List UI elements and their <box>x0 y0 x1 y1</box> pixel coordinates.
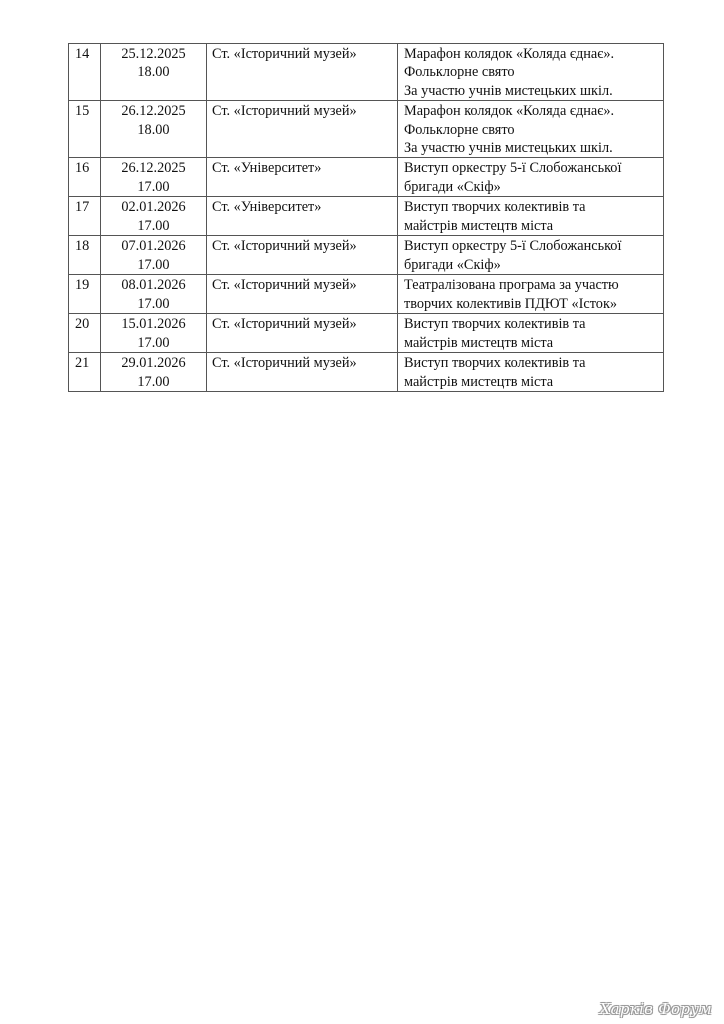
table-row <box>69 275 664 314</box>
event-time: 17.00 <box>137 178 170 195</box>
date-time-cell <box>101 314 207 353</box>
event-line: Фольклорне свято <box>404 121 515 138</box>
date-time-cell <box>101 44 207 101</box>
event-line: майстрів мистецтв міста <box>404 334 554 351</box>
station-name: Ст. «Університет» <box>207 197 398 236</box>
event-description <box>398 197 664 236</box>
date-time-cell <box>101 275 207 314</box>
row-number: 21 <box>69 353 101 392</box>
row-number: 16 <box>69 158 101 197</box>
table-row <box>69 197 664 236</box>
station-name: Ст. «Історичний музей» <box>207 353 398 392</box>
event-description <box>398 353 664 392</box>
event-time: 17.00 <box>137 334 170 351</box>
station-name: Ст. «Історичний музей» <box>207 101 398 158</box>
event-line: Фольклорне свято <box>404 64 515 81</box>
event-line: бригади «Скіф» <box>404 256 501 273</box>
date-time-cell <box>101 197 207 236</box>
row-number: 19 <box>69 275 101 314</box>
event-description <box>398 236 664 275</box>
event-description <box>398 44 664 101</box>
station-name: Ст. «Університет» <box>207 158 398 197</box>
event-line: бригади «Скіф» <box>404 178 501 195</box>
event-line: Театралізована програма за участю <box>404 277 619 294</box>
event-time: 17.00 <box>137 256 170 273</box>
event-time: 17.00 <box>137 217 170 234</box>
event-date: 02.01.2026 <box>121 199 186 216</box>
event-line: За участю учнів мистецьких шкіл. <box>404 140 613 157</box>
event-date: 26.12.2025 <box>121 160 186 177</box>
event-date: 25.12.2025 <box>121 46 186 62</box>
row-number: 17 <box>69 197 101 236</box>
event-description <box>398 314 664 353</box>
event-date: 29.01.2026 <box>121 355 186 372</box>
date-time-cell <box>101 101 207 158</box>
date-time-cell <box>101 158 207 197</box>
date-time-cell <box>101 236 207 275</box>
event-line: Виступ творчих колективів та <box>404 355 586 372</box>
event-description <box>398 158 664 197</box>
forum-watermark: Харків Форум <box>599 1000 712 1018</box>
station-name: Ст. «Історичний музей» <box>207 275 398 314</box>
station-name: Ст. «Історичний музей» <box>207 236 398 275</box>
event-date: 07.01.2026 <box>121 238 186 255</box>
date-time-cell <box>101 353 207 392</box>
events-schedule-table <box>68 43 664 392</box>
event-line: творчих колективів ПДЮТ «Істок» <box>404 295 618 312</box>
table-row <box>69 158 664 197</box>
event-description <box>398 101 664 158</box>
event-time: 18.00 <box>137 64 170 81</box>
event-line: Виступ творчих колективів та <box>404 316 586 333</box>
event-time: 17.00 <box>137 295 170 312</box>
table-row <box>69 353 664 392</box>
event-line: майстрів мистецтв міста <box>404 373 554 390</box>
event-time: 18.00 <box>137 121 170 138</box>
station-name: Ст. «Історичний музей» <box>207 44 398 101</box>
table-row <box>69 44 664 101</box>
event-date: 15.01.2026 <box>121 316 186 333</box>
row-number: 15 <box>69 101 101 158</box>
event-time: 17.00 <box>137 373 170 390</box>
event-line: Виступ оркестру 5-ї Слобожанської <box>404 238 622 255</box>
event-description <box>398 275 664 314</box>
station-name: Ст. «Історичний музей» <box>207 314 398 353</box>
event-date: 08.01.2026 <box>121 277 186 294</box>
event-line: Виступ оркестру 5-ї Слобожанської <box>404 160 622 177</box>
event-line: майстрів мистецтв міста <box>404 217 554 234</box>
row-number: 20 <box>69 314 101 353</box>
table-row <box>69 101 664 158</box>
row-number: 14 <box>69 44 101 101</box>
table-row <box>69 314 664 353</box>
event-line: За участю учнів мистецьких шкіл. <box>404 82 613 99</box>
event-line: Марафон колядок «Коляда єднає». <box>404 103 615 120</box>
table-row <box>69 236 664 275</box>
event-line: Виступ творчих колективів та <box>404 199 586 216</box>
event-date: 26.12.2025 <box>121 103 186 120</box>
event-line: Марафон колядок «Коляда єднає». <box>404 46 615 62</box>
row-number: 18 <box>69 236 101 275</box>
